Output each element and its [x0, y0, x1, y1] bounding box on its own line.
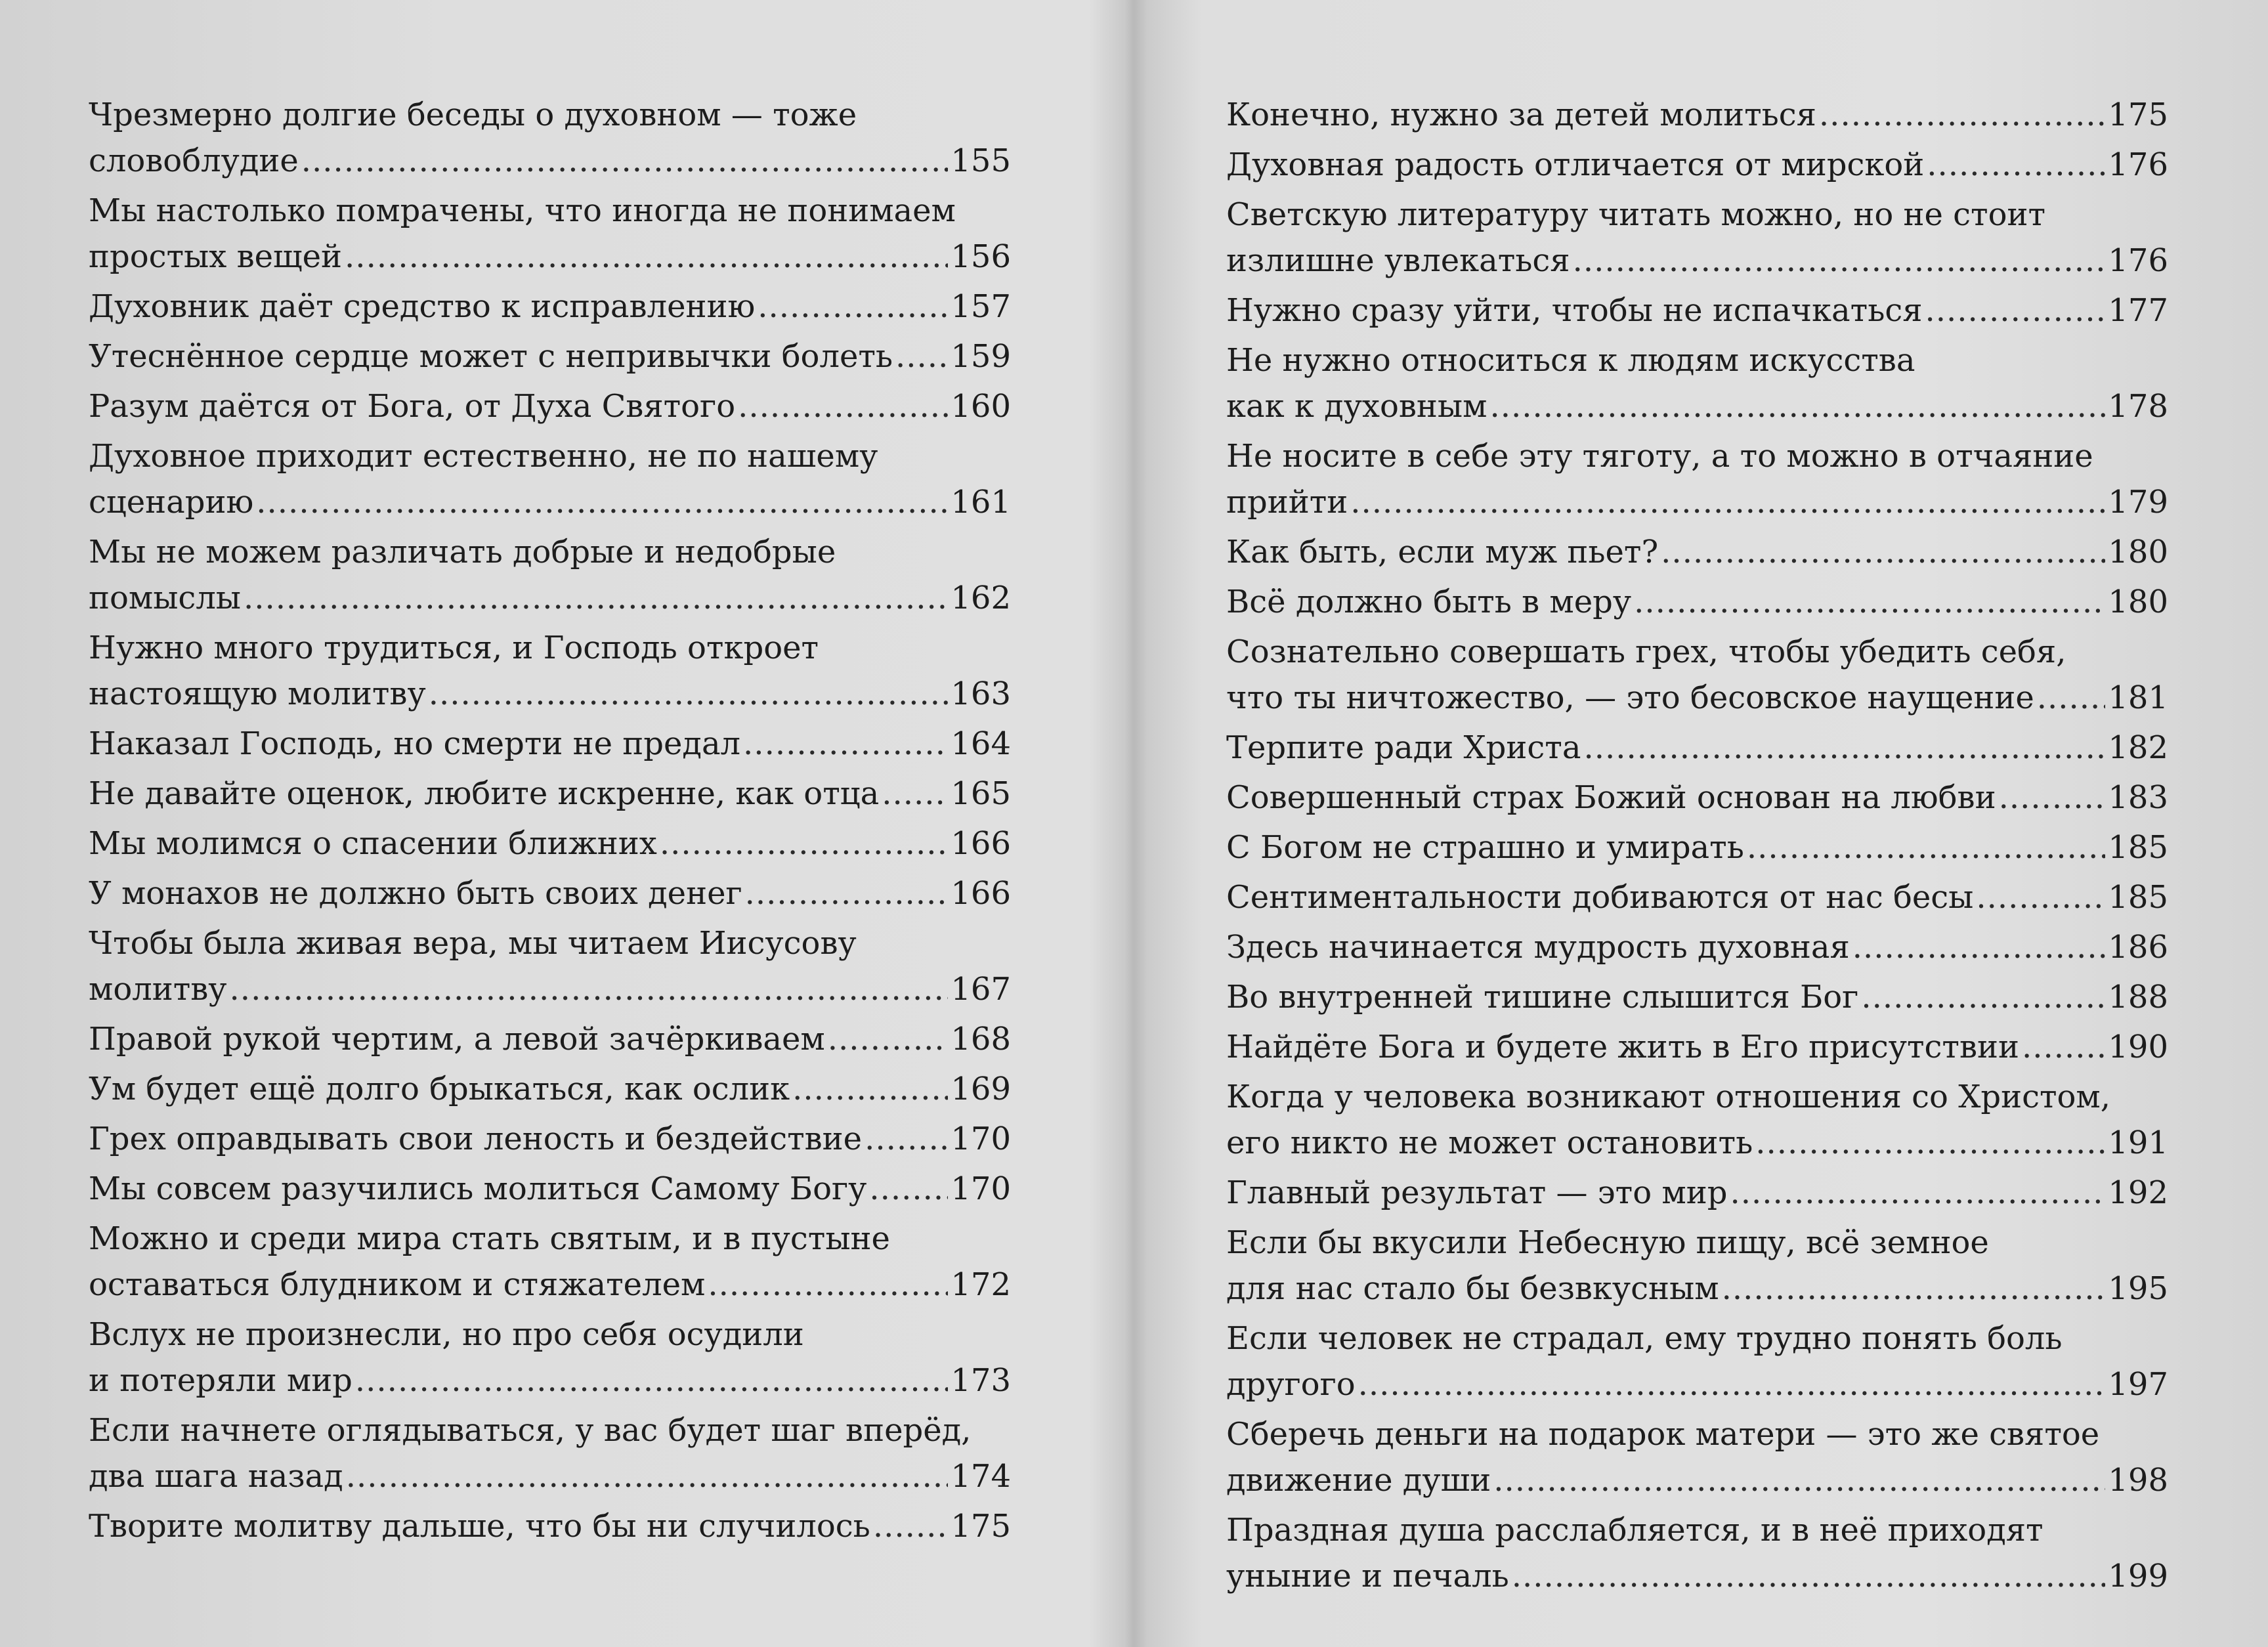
toc-entry-line [1226, 824, 2168, 870]
dot-leader [346, 1453, 949, 1499]
toc-page-number: 155 [951, 142, 1011, 179]
toc-entry-line [1226, 1220, 2168, 1266]
toc-entry-title: Если начнете оглядываться, у вас будет шаг вперёд, [89, 1412, 972, 1449]
dot-leader [1976, 874, 2105, 920]
dot-leader [1755, 1120, 2105, 1166]
dot-leader [1927, 142, 2105, 188]
toc-entry-title: другого [1226, 1366, 1356, 1403]
toc-page-number: 172 [951, 1266, 1011, 1303]
toc-entry-line [1226, 579, 2168, 625]
toc-entry-line [89, 1503, 1011, 1549]
toc-entry-title: Не носите в себе эту тяготу, а то можно в отчаяние [1226, 438, 2093, 475]
toc-entry [89, 771, 1011, 821]
toc-entry-title: У монахов не должно быть своих денег [89, 875, 742, 912]
toc-page-number: 170 [951, 1170, 1011, 1207]
toc-entry-line [1226, 529, 2168, 575]
toc-entry-title: Чрезмерно долгие беседы о духовном — тоже [89, 96, 857, 133]
toc-page-number: 159 [951, 338, 1011, 375]
toc-entry-title: Светскую литературу читать можно, но не стоит [1226, 196, 2046, 233]
toc-entry-line [1226, 1361, 2168, 1407]
toc-entry [1226, 192, 2168, 288]
toc-entry-title: Не нужно относиться к людям искусства [1226, 342, 1915, 379]
toc-entry-title: Сознательно совершать грех, чтобы убедить себя, [1226, 633, 2066, 670]
toc-entry-line [1226, 1074, 2168, 1120]
toc-page-number: 198 [2108, 1462, 2168, 1499]
toc-page-number: 174 [951, 1458, 1011, 1495]
toc-entry [1226, 725, 2168, 775]
toc-page-number: 197 [2108, 1366, 2168, 1403]
toc-entry-title: Не давайте оценок, любите искренне, как отца [89, 775, 880, 812]
toc-page-number: 165 [951, 775, 1011, 812]
toc-entry [1226, 142, 2168, 192]
dot-leader [745, 870, 949, 916]
toc-entry-title: Утеснённое сердце может с непривычки болеть [89, 338, 893, 375]
toc-entry-line [89, 1066, 1011, 1112]
toc-entry-line [89, 1262, 1011, 1308]
toc-entry-title: и потеряли мир [89, 1362, 353, 1399]
toc-page-number: 188 [2108, 979, 2168, 1016]
toc-entry-title: Здесь начинается мудрость духовная [1226, 929, 1850, 966]
toc-entry-line [1226, 874, 2168, 920]
toc-entry [89, 625, 1011, 721]
toc-entry-line [89, 383, 1011, 429]
toc-entry [89, 721, 1011, 771]
toc-entry-title: Мы настолько помрачены, что иногда не понимаем [89, 192, 956, 229]
toc-page-number: 160 [951, 388, 1011, 425]
toc-entry-title: Вслух не произнесли, но про себя осудили [89, 1316, 804, 1353]
toc-entry-title: прийти [1226, 484, 1348, 521]
dot-leader [660, 821, 949, 866]
toc-entry-title: Правой рукой чертим, а левой зачёркиваем [89, 1021, 825, 1058]
toc-entry-line [89, 1116, 1011, 1162]
toc-entry-title: Духовник даёт средство к исправлению [89, 288, 756, 325]
toc-entry [89, 1116, 1011, 1166]
dot-leader [2022, 1024, 2105, 1070]
dot-leader [828, 1016, 949, 1062]
toc-entry-line [1226, 288, 2168, 333]
toc-entry-line [1226, 629, 2168, 675]
toc-entry-line [1226, 1411, 2168, 1457]
toc-entry-line [89, 920, 1011, 966]
toc-page-number: 192 [2108, 1174, 2168, 1211]
toc-page-number: 185 [2108, 829, 2168, 866]
toc-entry-line [89, 433, 1011, 479]
dot-leader [429, 671, 949, 717]
toc-entry-line [1226, 1120, 2168, 1166]
toc-entry-title: излишне увлекаться [1226, 242, 1570, 279]
toc-entry-line [1226, 775, 2168, 821]
toc-entry-title: Когда у человека возникают отношения со Христом, [1226, 1079, 2111, 1115]
toc-page-number: 166 [951, 875, 1011, 912]
toc-page-number: 163 [951, 675, 1011, 712]
toc-page-number: 168 [951, 1021, 1011, 1058]
toc-page-number: 191 [2108, 1124, 2168, 1161]
toc-page-number: 169 [951, 1071, 1011, 1107]
toc-entry [89, 333, 1011, 383]
toc-entry-line [1226, 1315, 2168, 1361]
dot-leader [708, 1262, 948, 1308]
toc-entry-line [89, 92, 1011, 138]
toc-entry-line [89, 771, 1011, 817]
toc-entry-title: Чтобы была живая вера, мы читаем Иисусову [89, 925, 857, 962]
toc-entry-title: Можно и среди мира стать святым, и в пустыне [89, 1220, 890, 1257]
toc-entry [89, 1503, 1011, 1553]
toc-entry-title: Творите молитву дальше, что бы ни случилось [89, 1508, 870, 1545]
toc-page-number: 180 [2108, 584, 2168, 620]
toc-entry-title: Ум будет ещё долго брыкаться, как ослик [89, 1071, 790, 1107]
toc-entry-line [89, 188, 1011, 234]
toc-entry-line [1226, 1457, 2168, 1503]
toc-entry [89, 433, 1011, 529]
toc-entry [1226, 288, 2168, 337]
toc-entry-line [89, 1453, 1011, 1499]
toc-entry [1226, 974, 2168, 1024]
toc-entry-title: Разум даётся от Бога, от Духа Святого [89, 388, 736, 425]
toc-page-number: 170 [951, 1121, 1011, 1157]
dot-leader [1861, 974, 2105, 1020]
toc-entry-line [1226, 433, 2168, 479]
toc-entry-line [89, 333, 1011, 379]
dot-leader [1493, 1457, 2105, 1503]
toc-page-number: 157 [951, 288, 1011, 325]
toc-entry [1226, 775, 2168, 824]
toc-entry-line [1226, 974, 2168, 1020]
toc-entry-line [89, 821, 1011, 866]
dot-leader [1573, 238, 2106, 284]
toc-entry-line [1226, 142, 2168, 188]
toc-entry-line [89, 625, 1011, 671]
dot-leader [301, 138, 949, 184]
dot-leader [738, 383, 948, 429]
toc-entry-line [1226, 337, 2168, 383]
toc-entry-title: Всё должно быть в меру [1226, 584, 1632, 620]
toc-entry [1226, 1170, 2168, 1220]
toc-entry-title: помыслы [89, 580, 242, 616]
toc-entry-title: Наказал Господь, но смерти не предал [89, 725, 741, 762]
toc-entry-title: словоблудие [89, 142, 299, 179]
dot-leader [882, 771, 948, 817]
dot-leader [1350, 479, 2105, 525]
toc-entry-title: Сентиментальности добиваются от нас бесы [1226, 879, 1974, 916]
toc-entry-title: С Богом не страшно и умирать [1226, 829, 1744, 866]
toc-entry-title: уныние и печаль [1226, 1558, 1509, 1594]
toc-entry [89, 188, 1011, 284]
toc-entry-title: Конечно, нужно за детей молиться [1226, 96, 1816, 133]
toc-page-number: 186 [2108, 929, 2168, 966]
toc-entry-line [89, 138, 1011, 184]
dot-leader [1634, 579, 2105, 625]
toc-entry-line [89, 575, 1011, 621]
toc-entry-line [1226, 238, 2168, 284]
toc-entry [1226, 1074, 2168, 1170]
toc-entry [1226, 874, 2168, 924]
toc-entry-line [89, 1358, 1011, 1403]
toc-entry-line [1226, 192, 2168, 238]
toc-entry-title: его никто не может остановить [1226, 1124, 1753, 1161]
toc-entry [1226, 924, 2168, 974]
toc-entry-line [1226, 1507, 2168, 1553]
dot-leader [355, 1358, 948, 1403]
toc-entry-line [89, 1216, 1011, 1262]
toc-page-number: 156 [951, 238, 1011, 275]
toc-entry-title: Главный результат — это мир [1226, 1174, 1728, 1211]
dot-leader [1852, 924, 2106, 970]
toc-entry [89, 1166, 1011, 1216]
toc-entry-line [89, 529, 1011, 575]
toc-page-number: 179 [2108, 484, 2168, 521]
toc-entry [89, 1216, 1011, 1312]
dot-leader [1489, 383, 2105, 429]
left-page-toc [89, 92, 1011, 1553]
toc-entry [89, 383, 1011, 433]
toc-entry [1226, 579, 2168, 629]
toc-entry-line [1226, 1024, 2168, 1070]
toc-page-number: 166 [951, 825, 1011, 862]
toc-page-number: 175 [951, 1508, 1011, 1545]
toc-entry-title: Духовное приходит естественно, не по нашему [89, 438, 878, 475]
toc-entry [89, 1066, 1011, 1116]
toc-page-number: 182 [2108, 729, 2168, 766]
toc-page-number: 178 [2108, 388, 2168, 425]
toc-entry-line [1226, 92, 2168, 138]
toc-page-number: 176 [2108, 146, 2168, 183]
toc-entry [89, 870, 1011, 920]
toc-page-number: 161 [951, 484, 1011, 521]
toc-entry-title: Духовная радость отличается от мирской [1226, 146, 1925, 183]
toc-entry [89, 1016, 1011, 1066]
toc-entry-title: Во внутренней тишине слышится Бог [1226, 979, 1859, 1016]
toc-page-number: 173 [951, 1362, 1011, 1399]
toc-page-number: 181 [2108, 679, 2168, 716]
toc-entry-line [89, 479, 1011, 525]
dot-leader [244, 575, 948, 621]
toc-entry-title: Мы не можем различать добрые и недобрые [89, 534, 836, 570]
toc-entry-title: Если бы вкусили Небесную пищу, всё земное [1226, 1224, 1989, 1261]
toc-entry-title: как к духовным [1226, 388, 1487, 425]
toc-entry [89, 529, 1011, 625]
toc-entry-title: что ты ничтожество, — это бесовское наущение [1226, 679, 2034, 716]
toc-entry [89, 1407, 1011, 1503]
toc-page-number: 185 [2108, 879, 2168, 916]
toc-entry-title: молитву [89, 971, 227, 1008]
toc-entry-line [89, 721, 1011, 767]
dot-leader [1661, 529, 2105, 575]
toc-entry [1226, 1024, 2168, 1074]
toc-page-number: 183 [2108, 779, 2168, 816]
dot-leader [1512, 1553, 2106, 1599]
toc-entry-line [89, 284, 1011, 330]
toc-entry [1226, 1411, 2168, 1507]
toc-entry [89, 1312, 1011, 1407]
dot-leader [1999, 775, 2106, 821]
toc-entry-title: сценарию [89, 484, 254, 521]
toc-entry-title: Мы совсем разучились молиться Самому Богу [89, 1170, 867, 1207]
toc-entry-line [1226, 725, 2168, 771]
dot-leader [758, 284, 948, 330]
toc-entry-line [89, 671, 1011, 717]
toc-entry [1226, 824, 2168, 874]
toc-entry-line [1226, 1170, 2168, 1216]
toc-entry-title: настоящую молитву [89, 675, 426, 712]
toc-entry-title: для нас стало бы безвкусным [1226, 1270, 1719, 1307]
dot-leader [792, 1066, 948, 1112]
toc-entry-title: Праздная душа расслабляется, и в неё приходят [1226, 1512, 2043, 1549]
dot-leader [230, 966, 949, 1012]
toc-entry [89, 92, 1011, 188]
toc-page-number: 195 [2108, 1270, 2168, 1307]
toc-entry-line [89, 234, 1011, 280]
toc-entry-line [89, 1166, 1011, 1212]
toc-page-number: 162 [951, 580, 1011, 616]
toc-entry [1226, 1507, 2168, 1603]
dot-leader [1583, 725, 2105, 771]
toc-entry-title: Если человек не страдал, ему трудно понять боль [1226, 1320, 2063, 1357]
toc-entry-title: Мы молимся о спасении ближних [89, 825, 657, 862]
toc-entry-title: движение души [1226, 1462, 1491, 1499]
right-page-toc [1226, 92, 2168, 1603]
toc-entry-line [89, 966, 1011, 1012]
toc-entry [89, 284, 1011, 333]
dot-leader [256, 479, 948, 525]
dot-leader [743, 721, 948, 767]
toc-entry-line [1226, 1553, 2168, 1599]
toc-entry-title: Сберечь деньги на подарок матери — это же святое [1226, 1416, 2100, 1453]
toc-entry-title: два шага назад [89, 1458, 343, 1495]
toc-entry [1226, 1315, 2168, 1411]
toc-entry-line [89, 1312, 1011, 1358]
toc-entry-line [89, 1016, 1011, 1062]
toc-entry [1226, 1220, 2168, 1315]
toc-entry-title: Совершенный страх Божий основан на любви [1226, 779, 1996, 816]
toc-entry-line [89, 1407, 1011, 1453]
toc-entry-title: Найдёте Бога и будете жить в Его присутствии [1226, 1029, 2019, 1065]
dot-leader [895, 333, 948, 379]
toc-entry-line [1226, 675, 2168, 721]
dot-leader [1819, 92, 2105, 138]
toc-entry [89, 821, 1011, 870]
toc-entry-title: Нужно сразу уйти, чтобы не испачкаться [1226, 292, 1923, 329]
toc-page-number: 180 [2108, 534, 2168, 570]
dot-leader [1747, 824, 2106, 870]
toc-entry-title: Терпите ради Христа [1226, 729, 1581, 766]
toc-entry [89, 920, 1011, 1016]
toc-page-number: 175 [2108, 96, 2168, 133]
toc-page-number: 199 [2108, 1558, 2168, 1594]
dot-leader [1925, 288, 2106, 333]
dot-leader [1730, 1170, 2105, 1216]
dot-leader [345, 234, 948, 280]
toc-page-number: 177 [2108, 292, 2168, 329]
toc-entry-title: Нужно много трудиться, и Господь откроет [89, 630, 819, 666]
dot-leader [1722, 1266, 2106, 1312]
toc-entry-line [1226, 383, 2168, 429]
toc-page-number: 164 [951, 725, 1011, 762]
toc-page-number: 167 [951, 971, 1011, 1008]
toc-entry-title: Как быть, если муж пьет? [1226, 534, 1659, 570]
toc-entry-title: оставаться блудником и стяжателем [89, 1266, 706, 1303]
toc-page-number: 176 [2108, 242, 2168, 279]
toc-page-number: 190 [2108, 1029, 2168, 1065]
toc-entry [1226, 92, 2168, 142]
toc-entry-title: простых вещей [89, 238, 343, 275]
toc-entry-line [1226, 924, 2168, 970]
toc-entry [1226, 433, 2168, 529]
toc-entry-line [1226, 1266, 2168, 1312]
toc-entry [1226, 629, 2168, 725]
dot-leader [869, 1166, 948, 1212]
dot-leader [1358, 1361, 2106, 1407]
dot-leader [873, 1503, 949, 1549]
dot-leader [865, 1116, 948, 1162]
dot-leader [2037, 675, 2106, 721]
toc-entry-line [1226, 479, 2168, 525]
toc-entry-title: Грех оправдывать свои леность и бездействие [89, 1121, 863, 1157]
toc-entry-line [89, 870, 1011, 916]
toc-entry [1226, 529, 2168, 579]
toc-entry [1226, 337, 2168, 433]
